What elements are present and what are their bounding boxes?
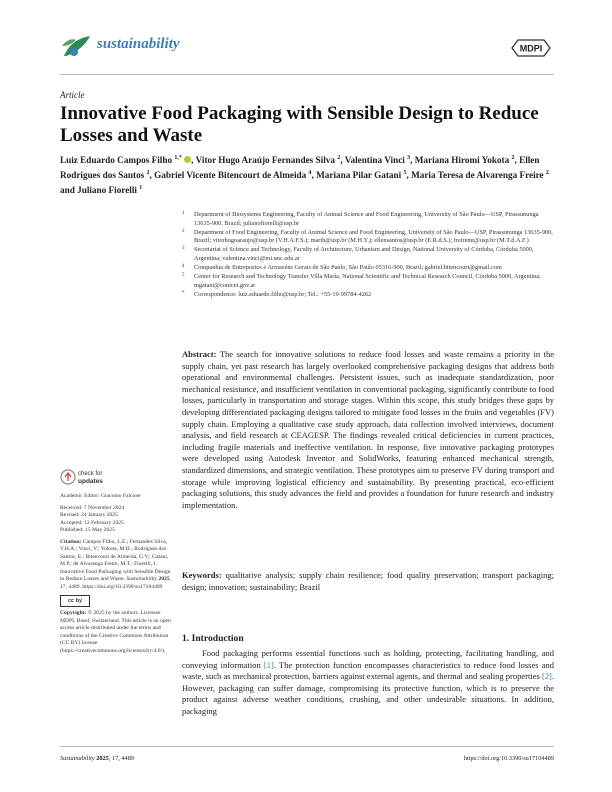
mdpi-logo-icon[interactable] bbox=[508, 36, 554, 60]
author-name[interactable]: Gabriel Vicente Bitencourt de Almeida $^4$ bbox=[154, 170, 312, 181]
intro-paragraph: Food packaging performs essential functions such as holding, protecting, facilitating handling, and conveying information [1]. The protection function encompasses characteristics to reduce food losses and waste, such as mechanical protection, barriers against external agents, and thermal and sealing properties [2]. However, packaging can suffer damage, compromising its protective function, which is to preserve the product against adverse weather conditions, crushing, and other undesirable situations. In addition, packaging bbox=[182, 648, 554, 716]
author-name[interactable]: Vitor Hugo Araújo Fernandes Silva $^2$ bbox=[195, 155, 341, 166]
author-name[interactable]: Mariana Pilar Gatani $^5$ bbox=[316, 170, 407, 181]
affiliation-item: 3 Secretariat of Science and Technology, Faculty of Architecture, Urbanism and Design, National University of Córdoba, Córdoba 5000, Argentina; valentina.vinci@mi.unc.edu.ar bbox=[182, 246, 534, 262]
article-title: Innovative Food Packaging with Sensible Design to Reduce Losses and Waste bbox=[60, 103, 539, 146]
header-divider bbox=[60, 74, 554, 75]
section-heading: 1. Introduction bbox=[182, 633, 244, 644]
abstract-label: Abstract: bbox=[182, 349, 217, 359]
footer-doi-link[interactable]: https://doi.org/10.3390/su17104489 bbox=[463, 755, 554, 762]
revised-date: Revised: 24 January 2025 bbox=[60, 512, 118, 518]
keywords-text: qualitative analysis; supply chain resilience; food quality preservation; transport packaging; design; innovation; sustainability; Brazil bbox=[182, 570, 554, 592]
author-name[interactable]: Mariana Hiromi Yokota $^2$ bbox=[414, 155, 515, 166]
cc-license-badge[interactable] bbox=[60, 595, 172, 607]
copyright-text: © 2025 by the authors. Licensee MDPI, Basel, Switzerland. This article is an open access article distributed under the terms and conditions of the Creative Commons Attribution (CC BY) license (https://creativecommons.org/licenses/by/4.0/). bbox=[60, 610, 171, 654]
mdpi-logo-text: MDPI bbox=[519, 43, 543, 54]
affiliations bbox=[182, 211, 554, 300]
keywords-label: Keywords: bbox=[182, 570, 222, 580]
affiliation-item: 5 Center for Research and Technology Transfer Villa María, National Scientific and Technical Research Council, Córdoba 5000, Argentina; mgatani@conicet.gov.ar bbox=[182, 273, 541, 289]
article-sidebar bbox=[60, 493, 172, 659]
published-date: Published: 15 May 2025 bbox=[60, 527, 115, 533]
citation-year: 2025 bbox=[158, 576, 170, 582]
affiliation-item: 1 Department of Biosystems Engineering, Faculty of Animal Science and Food Engineering, University of São Paulo—USP, Pirassununga 13635-900, Brazil; julianofiorelli@usp.br bbox=[182, 211, 539, 227]
reference-link-2[interactable]: [2] bbox=[541, 671, 552, 682]
orcid-icon[interactable] bbox=[184, 156, 191, 163]
citation-label: Citation: bbox=[60, 538, 82, 545]
author-name[interactable]: Maria Teresa de Alvarenga Freire $^2$ bbox=[411, 170, 549, 181]
check-updates-line1: check for bbox=[78, 471, 103, 477]
citation-text: Campos Filho, L.E.; Fernandes Silva, V.H.A.; Vinci, V.; Yokota, M.H.; Rodrigues dos Santos, E.; Bitencourt de Almeida, G.V.; Gatani, M.P.; de Alvarenga Freire, M.T.; Fiorelli, J. Innovative Food Packaging with Sensible Design to Reduce Losses and Waste. bbox=[60, 538, 171, 582]
author-name[interactable]: Luiz Eduardo Campos Filho $^{1,*}$ bbox=[60, 155, 191, 165]
copyright bbox=[60, 610, 172, 655]
affiliation-item: 2 Department of Food Engineering, Faculty of Animal Science and Food Engineering, University of São Paulo—USP, Pirassununga 13635-900, Brazil; vitorhugoaraujo@usp.br (V.H.A.F.S.); marih@usp.br (M.H.Y.); ellensantos@usp.br (E.R.d.S.); freiremt@usp.br (M.T.d.A.F.) bbox=[182, 228, 553, 245]
reference-link-1[interactable]: [1] bbox=[263, 659, 274, 670]
check-updates-line2: updates bbox=[78, 478, 103, 485]
abstract bbox=[182, 349, 554, 511]
article-type: Article bbox=[60, 90, 85, 100]
author-name[interactable]: Valentina Vinci $^3$ bbox=[344, 155, 411, 166]
footer-citation: Sustainability 2025, 17, 4489 bbox=[60, 755, 134, 762]
author-list: Luiz Eduardo Campos Filho $^{1,*}$ , Vitor Hugo Araújo Fernandes Silva $^2$, Valentina Vinci $^3$, Mariana Hiromi Yokota $^2$, Ellen Rodrigues dos Santos $^2$, Gabriel Vicente Bitencourt de Almeida $^4$, Mariana Pilar Gatani $^5$, Maria Teresa de Alvarenga Freire $^2$ and Juliano Fiorelli $^1$ bbox=[60, 155, 549, 196]
received-date: Received: 7 November 2024 bbox=[60, 504, 125, 511]
author-name[interactable]: Juliano Fiorelli $^1$ bbox=[77, 185, 143, 196]
footer-divider bbox=[60, 746, 554, 747]
leaf-logo-icon bbox=[60, 32, 92, 60]
academic-editor: Academic Editor: Giacomo Falcone bbox=[60, 493, 141, 499]
copyright-label: Copyright: bbox=[60, 610, 87, 616]
accepted-date: Accepted: 12 February 2025 bbox=[60, 519, 124, 526]
check-for-updates-button[interactable] bbox=[60, 466, 120, 488]
author-name[interactable]: Ellen Rodrigues dos Santos $^2$ bbox=[60, 155, 540, 181]
citation-vol: , 17, 4489. https://doi.org/10.3390/su17104489 bbox=[60, 576, 172, 590]
citation bbox=[60, 539, 172, 592]
cc-by-icon: cc by bbox=[60, 595, 90, 607]
citation-journal: Sustainability bbox=[126, 576, 158, 582]
journal-name[interactable]: sustainability bbox=[97, 36, 180, 52]
keywords bbox=[182, 570, 554, 593]
affiliation-item: 4 Companhia de Entrepostos e Armazéns Gerais de São Paulo, São Paulo 05316-900, Brazil; gabriel.bitencourt@gmail.com bbox=[182, 264, 502, 272]
affiliation-item: * Correspondence: luiz.eduardo.filho@usp.br; Tel.: +55-19-99784-4262 bbox=[182, 290, 372, 298]
abstract-text: The search for innovative solutions to reduce food losses and waste remains a priority in the supply chain, yet past research has largely overlooked comprehensive packaging designs that address both operational and environmental challenges. Persistent issues, such as inadequate standardization, poor mechanical resistance, and insufficient ventilation in conventional packaging, significantly contribute to food losses, particularly in transportation and storage stages. Within this scope, this study bridges these gaps by developing differentiated packaging designs tailored to mitigate food losses in the fruits and vegetables (FV) supply chain. Employing a qualitative case study approach, data collection involved interviews, document analysis, and field research at CEAGESP. The findings revealed critical deficiencies in current practices, including fragile materials and ineffective ventilation. In response, five innovative packaging prototypes were developed using Autodesk Inventor and SolidWorks, featuring enhanced mechanical strength, standardized dimensions, and strategic ventilation. These prototypes aim to preserve FV during transport and storage while improving logistical efficiency and sustainability. By presenting practical, eco-efficient packaging solutions, this study advances the field and provides a foundation for future research and industry implementation. bbox=[182, 349, 554, 510]
